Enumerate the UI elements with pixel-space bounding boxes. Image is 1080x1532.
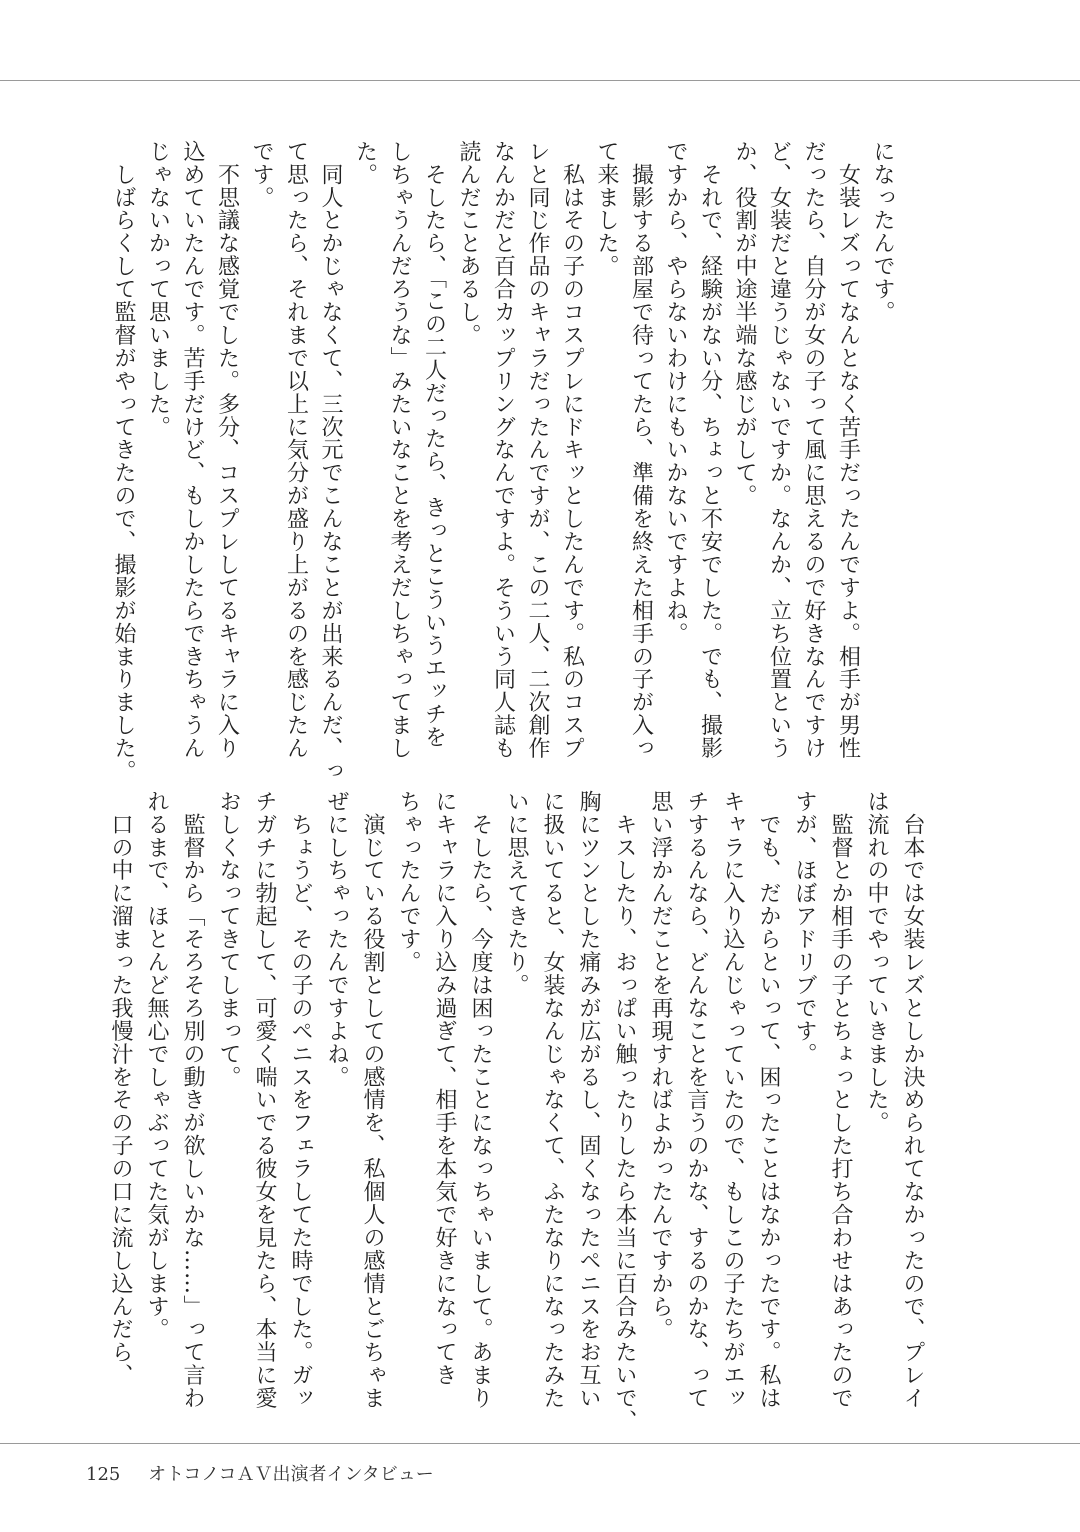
text-column: そしたら、「この二人だったら、きっとこういうエッチを [421,140,447,749]
text-column: ど、女装だと違うじゃないですか。なんか、立ち位置という [766,140,792,760]
text-column: 不思議な感覚でした。多分、コスプレしてるキャラに入り [214,140,240,760]
text-column: キャラに入り込んじゃっていたので、もしこの子たちがエッ [720,790,745,1410]
text-column: ぜにしちゃったんですよね。 [324,790,349,1089]
text-column: れるまで、ほとんど無心でしゃぶってた気がします。 [144,790,169,1341]
text-block-upper [106,140,900,783]
text-column: レと同じ作品のキャラだったんですが、この二人、二次創作 [525,140,550,760]
text-column: です。 [249,140,274,209]
text-column: ですから、やらないわけにもいかないですよね。 [663,140,688,645]
text-column: 込めていたんです。苦手だけど、もしかしたらできちゃうん [180,140,205,760]
text-column: て来ました。 [594,140,619,278]
text-block-lower [102,790,930,1433]
text-column: そしたら、今度は困ったことになっちゃいまして。あまり [468,790,493,1410]
text-column: でも、だからといって、困ったことはなかったです。私は [756,790,781,1410]
text-column: すが、ほぼアドリブです。 [792,790,817,1066]
text-column: ちょうど、その子のペニスをフェラしてた時でした。ガッ [288,790,313,1410]
text-column: て思ったら、それまで以上に気分が盛り上がるのを感じたん [283,140,309,760]
text-column: 台本では女装レズとしか決められてなかったので、プレイ [900,790,925,1410]
text-column: キスしたり、おっぱい触ったりしたら本当に百合みたいで、 [612,790,637,1433]
text-column: しちゃうんだろうな」みたいなことを考えだしちゃってまし [387,140,412,760]
text-column: は流れの中でやっていきました。 [864,790,889,1135]
text-column: 監督から「そろそろ別の動きが欲しいかな……」って言わ [180,790,205,1410]
text-column: にキャラに入り込み過ぎて、相手を本気で好きになってき [432,790,457,1387]
text-column: じゃないかって思いました。 [145,140,171,439]
text-column: になったんです。 [870,140,895,324]
text-column: 私はその子のコスプレにドキッとしたんです。私のコスプ [559,140,585,760]
footer-rule [0,1443,1080,1444]
text-column: いに思えてきたり。 [504,790,529,997]
text-column: に扱いてると、女装なんじゃなくて、ふたなりになったみた [540,790,565,1410]
page-footer [86,1460,456,1486]
page-number: 125 [86,1464,121,1485]
text-column: しばらくして監督がやってきたので、撮影が始まりました。 [111,140,136,783]
text-column: ちゃったんです。 [396,790,421,974]
text-column: 撮影する部屋で待ってたら、準備を終えた相手の子が入っ [628,140,654,760]
text-column: おしくなってきてしまって。 [216,790,241,1089]
text-column: 演じている役割としての感情を、私個人の感情とごちゃま [360,790,385,1410]
text-column: 胸にツンとした痛みが広がるし、固くなったペニスをお互い [576,790,601,1410]
text-column: か、役割が中途半端な感じがして。 [732,140,757,508]
text-column: チガチに勃起して、可愛く喘いでる彼女を見たら、本当に愛 [252,790,277,1410]
text-column: 女装レズってなんとなく苦手だったんですよ。相手が男性 [835,140,861,760]
header-rule [0,80,1080,81]
text-column: なんかだと百合カップリングなんですよ。そういう同人誌も [490,140,516,760]
text-column: 監督とか相手の子とちょっとした打ち合わせはあったので [828,790,853,1410]
text-column: だったら、自分が女の子って風に思えるので好きなんですけ [801,140,826,760]
text-column: 思い浮かんだことを再現すればよかったんですから。 [648,790,673,1341]
text-column: た。 [352,140,378,186]
running-title: オトコノコＡＶ出演者インタビュー [148,1464,434,1485]
text-column: それで、経験がない分、ちょっと不安でした。でも、撮影 [697,140,723,760]
text-column: チするんなら、どんなことを言うのかな、するのかな、って [684,790,709,1410]
text-column: 同人とかじゃなくて、三次元でこんなことが出来るんだ、っ [318,140,343,783]
text-column: 読んだことあるし。 [456,140,481,347]
text-column: 口の中に溜まった我慢汁をその子の口に流し込んだら、 [108,790,133,1387]
